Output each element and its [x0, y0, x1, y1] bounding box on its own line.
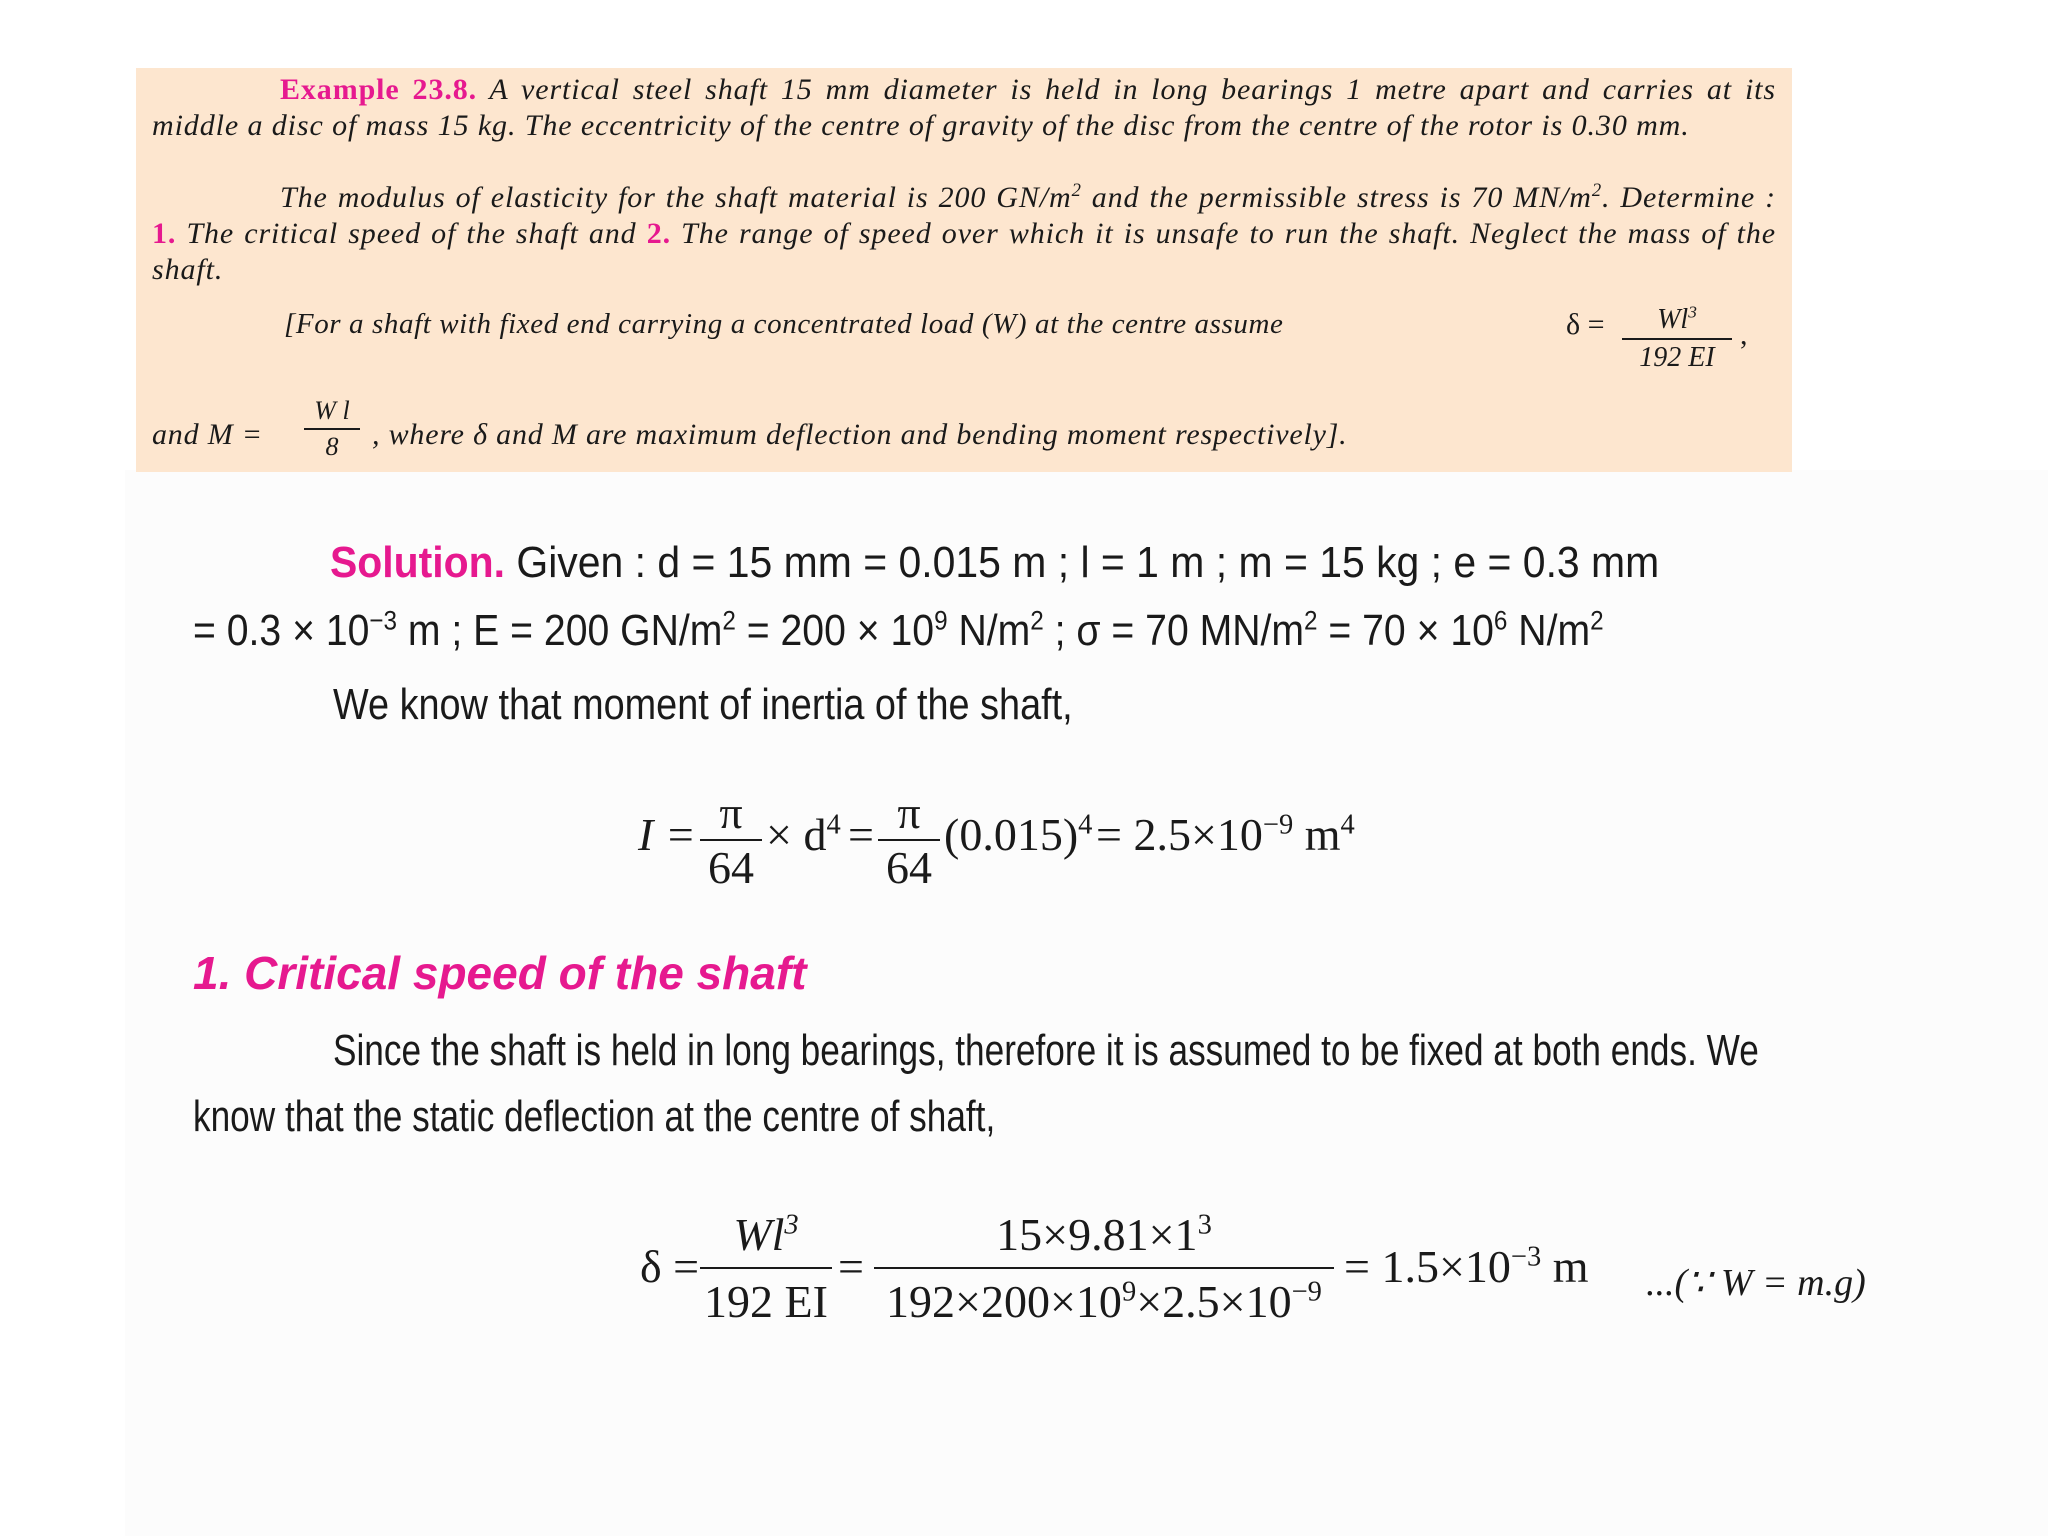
eq1-frac-den: 64: [886, 842, 932, 893]
eq2-fraction-1: [700, 1208, 832, 1328]
eq2-text: m: [1541, 1241, 1589, 1292]
eq2-note: ...(∵ W = m.g): [1646, 1262, 1866, 1304]
eq2-frac2-num: [874, 1208, 1334, 1261]
eq1-text: × d: [766, 809, 827, 860]
hint-fraction-deflection: [1622, 304, 1732, 374]
eq1-text: = 2.5×10: [1096, 809, 1263, 860]
superscript: 2: [1030, 604, 1044, 636]
superscript: 2: [722, 604, 736, 636]
superscript: 2: [1591, 180, 1603, 201]
eq1-result: [1096, 808, 1355, 861]
paragraph-line-2: know that the static deflection at the centre of shaft,: [193, 1092, 996, 1141]
section-critical-speed-heading: 1. Critical speed of the shaft: [193, 947, 807, 999]
superscript: −3: [1510, 1241, 1542, 1273]
item-number-1: 1.: [152, 217, 177, 250]
hint-text-2-end: , where δ and M are maximum deflection and bending moment respectively].: [372, 418, 1348, 451]
eq1-equals: =: [848, 809, 874, 860]
given-text: = 70 × 10: [1317, 606, 1494, 655]
superscript: 2: [1071, 180, 1082, 201]
superscript: −9: [1262, 809, 1294, 841]
hint-text-2-start: and M =: [152, 418, 263, 451]
given-text: m ; E = 200 GN/m: [397, 606, 723, 655]
superscript: 3: [1688, 302, 1697, 322]
eq1-fraction-pi-64: [700, 786, 762, 894]
problem-statement-box: [136, 68, 1792, 472]
superscript: 3: [784, 1209, 799, 1241]
superscript: −3: [369, 604, 398, 636]
eq1-term-2: [944, 808, 1092, 861]
fraction-numerator: Wl: [1657, 304, 1689, 335]
eq2-fraction-2: [874, 1208, 1334, 1328]
eq1-text: m: [1293, 809, 1341, 860]
problem-paragraph-1: [152, 72, 1776, 144]
given-text: = 0.3 × 10: [193, 606, 370, 655]
eq1-term-1: [766, 808, 841, 861]
superscript: 9: [1121, 1276, 1137, 1308]
item-number-2: 2.: [646, 217, 672, 250]
paragraph-line-1: Since the shaft is held in long bearings, therefore it is assumed to be fixed at both ends. We: [333, 1026, 1759, 1075]
superscript: 4: [1078, 809, 1093, 841]
eq2-equals: =: [838, 1241, 864, 1292]
problem-text-2a: The modulus of elasticity for the shaft material is 200 GN/m: [280, 181, 1072, 214]
fraction-numerator: W l: [314, 396, 350, 425]
superscript: 6: [1493, 604, 1508, 636]
moment-of-inertia-intro: We know that moment of inertia of the shaft,: [333, 680, 1073, 729]
given-values-1: Given : d = 15 mm = 0.015 m ; l = 1 m ; m = 15 kg ; e = 0.3 mm: [516, 538, 1660, 587]
eq1-frac-den: 64: [708, 842, 754, 893]
problem-text-2c: . Determine :: [1602, 181, 1777, 214]
eq2-text: 192×200×10: [886, 1276, 1122, 1327]
superscript: 3: [1197, 1209, 1212, 1241]
hint-fraction-moment: [304, 396, 360, 462]
problem-text-2b: and the permissible stress is 70 MN/m: [1081, 181, 1592, 214]
hint-text-1: [For a shaft with fixed end carrying a concentrated load (W) at the centre assume: [284, 308, 1284, 340]
given-text: ; σ = 70 MN/m: [1043, 606, 1305, 655]
superscript: 2: [1304, 604, 1318, 636]
problem-text-1: A vertical steel shaft 15 mm diameter is held in long bearings 1 metre apart and carries at its middle a disc of mass 15 kg. The eccentricity of the centre of gravity of the disc from the centre of the rotor is 0.30 mm.: [152, 73, 1776, 142]
solution-given-line-2: [193, 606, 1604, 656]
eq2-text: 15×9.81×1: [996, 1209, 1198, 1260]
fraction-denominator: 8: [325, 432, 339, 461]
given-text: N/m: [1507, 606, 1591, 655]
eq1-fraction-pi-64-b: [878, 786, 940, 894]
example-label: Example 23.8.: [280, 73, 478, 106]
problem-text-2d: The critical speed of the shaft and: [176, 217, 647, 250]
superscript: −9: [1291, 1276, 1322, 1308]
given-text: = 200 × 10: [735, 606, 935, 655]
eq1-lhs: I =: [638, 809, 696, 860]
hint-comma: ,: [1740, 318, 1748, 351]
eq1-text: (0.015): [944, 809, 1079, 860]
problem-paragraph-2: [152, 180, 1776, 288]
fraction-denominator: 192 EI: [1639, 342, 1715, 373]
solution-label: Solution.: [330, 538, 506, 587]
solution-given-line-1: [330, 538, 1659, 588]
eq2-text: = 1.5×10: [1344, 1241, 1511, 1292]
eq1-frac-num: π: [897, 787, 921, 838]
superscript: 9: [934, 604, 948, 636]
eq2-frac1-num: [700, 1208, 832, 1261]
eq2-text: ×2.5×10: [1136, 1276, 1292, 1327]
eq2-result: [1344, 1240, 1589, 1293]
eq1-frac-num: π: [719, 787, 743, 838]
problem-text-2e: The range of speed over which it is unsafe to run the shaft. Neglect the mass of the shaft.: [152, 217, 1776, 286]
eq2-frac2-den: [874, 1275, 1334, 1328]
superscript: 4: [1340, 809, 1355, 841]
eq2-frac1-den: 192 EI: [704, 1276, 828, 1327]
superscript: 4: [826, 809, 841, 841]
eq2-lhs: δ =: [640, 1241, 700, 1292]
eq2-text: Wl: [733, 1209, 785, 1260]
superscript: 2: [1590, 604, 1604, 636]
hint-delta: δ =: [1566, 308, 1605, 341]
given-text: N/m: [947, 606, 1031, 655]
